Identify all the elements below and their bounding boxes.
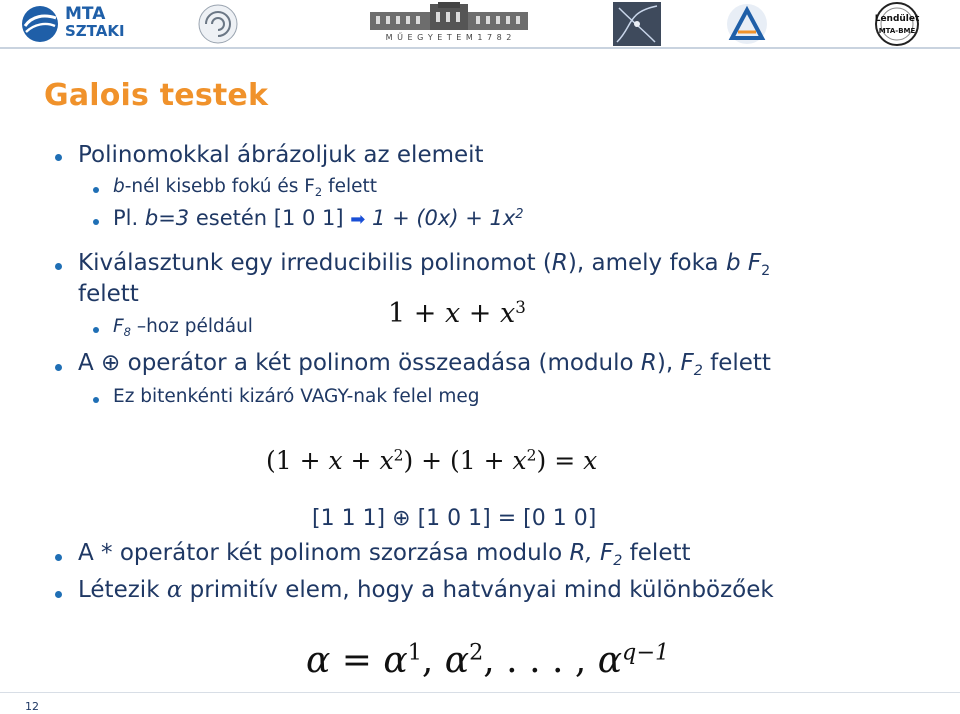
var-b: b [113, 176, 125, 197]
bullet-4 [78, 540, 691, 569]
slide-title: Galois testek [44, 78, 269, 113]
var-R: R [551, 250, 568, 276]
f3-s3: q−1 [622, 639, 670, 666]
university-logo [368, 2, 530, 46]
sub-bullet-dot [93, 187, 99, 193]
footer-divider [0, 692, 960, 693]
f1-part-a: 1 + [388, 298, 445, 329]
f3-a3: α [597, 640, 623, 681]
var-R: R, [569, 540, 593, 566]
bullet-2-mid: ), amely foka [567, 250, 726, 276]
f3-comma: , [421, 640, 445, 681]
f2-x2: x [379, 446, 394, 475]
bullet-4-text: A * operátor két polinom szorzása modulo [78, 540, 570, 566]
eseten-text: esetén [1 0 1] [189, 206, 351, 230]
sub-2: 2 [761, 262, 771, 279]
bullet-1-1 [113, 176, 377, 197]
network-diagram-logo [613, 2, 661, 46]
f2-sup2: 2 [526, 446, 537, 465]
swirl-icon [195, 2, 241, 46]
lendulet-logo [868, 2, 926, 46]
bullet-2-1 [113, 316, 253, 337]
var-F: F [740, 250, 762, 276]
var-b: b [725, 250, 741, 276]
bullet-2-line2: felett [78, 281, 139, 307]
pl-prefix: Pl. [113, 206, 145, 230]
f2-x1: x [328, 446, 343, 475]
f2-x4: x [583, 446, 598, 475]
f1-sup: 3 [515, 296, 526, 317]
f2-part-b: + [342, 446, 380, 475]
network-icon [613, 2, 661, 46]
bullet-5 [78, 577, 774, 603]
f1-part-b: + [460, 298, 500, 329]
bullet-dot [55, 554, 62, 561]
bullet-5-pre: Létezik [78, 577, 167, 603]
bullet-1-2 [113, 206, 524, 230]
f1-x2: x [500, 298, 516, 329]
var-R: R [640, 350, 657, 376]
bullet-dot [55, 154, 62, 161]
arrow-icon: ➡ [350, 209, 366, 230]
bullet-2-1-text: –hoz például [130, 316, 253, 337]
f2-sup1: 2 [393, 446, 404, 465]
polynomial-example: 1 + (0x) + 1x [372, 206, 516, 230]
formula-addition-example [266, 446, 597, 475]
bullet-2 [78, 250, 771, 279]
formula-primitive-powers [306, 640, 669, 681]
sub-2: 2 [613, 552, 623, 569]
f1-x: x [444, 298, 461, 329]
triangle-icon [724, 2, 770, 46]
f2-x3: x [512, 446, 527, 475]
header-divider [0, 47, 960, 49]
var-F: F [592, 540, 614, 566]
lendulet-icon [868, 2, 926, 46]
bullet-1-1-tail: felett [322, 176, 378, 197]
bullet-dot [55, 591, 62, 598]
sup-2: 2 [515, 206, 524, 222]
bullet-2-text: Kiválasztunk egy irreducibilis polinomot ( [78, 250, 552, 276]
mta-sztaki-logo [20, 2, 130, 46]
b-equals: b=3 [144, 206, 190, 230]
building-icon [368, 2, 530, 32]
f3-alpha: α [306, 640, 331, 681]
oplus-symbol: ⊕ [101, 350, 121, 376]
swirl-logo [195, 2, 241, 46]
vector-xor-example: [1 1 1] ⊕ [1 0 1] = [0 1 0] [312, 506, 597, 531]
f3-a2: α [444, 640, 470, 681]
page-number: 12 [25, 700, 39, 713]
university-caption: M Ű E G Y E T E M 1 7 8 2 [385, 33, 513, 42]
bullet-3-mid: ), [656, 350, 681, 376]
sub-bullet-dot [93, 219, 99, 225]
f3-dots: , . . . , [483, 640, 598, 681]
lendulet-text-2: MTA-BME [878, 27, 916, 35]
bullet-3-tail: felett [702, 350, 771, 376]
f3-s1: 1 [407, 639, 422, 666]
mta-logo-text-2: SZTAKI [65, 22, 125, 40]
sub-8: 8 [123, 325, 131, 339]
f3-eq: = [330, 640, 384, 681]
bullet-dot [55, 263, 62, 270]
f3-a1: α [383, 640, 408, 681]
bullet-dot [55, 364, 62, 371]
slide-header [0, 0, 960, 48]
sub-2: 2 [314, 185, 323, 199]
mta-logo-text-1: MTA [65, 4, 106, 24]
f3-s2: 2 [469, 639, 484, 666]
triangle-logo [724, 2, 770, 46]
bullet-3-text: operátor a két polinom összeadása (modulo [120, 350, 641, 376]
f2-part-c: ) + (1 + [403, 446, 513, 475]
f2-part-a: (1 + [266, 446, 329, 475]
sub-2: 2 [693, 362, 703, 379]
sub-bullet-dot [93, 397, 99, 403]
bullet-4-tail: felett [622, 540, 691, 566]
bullet-1-1-text: -nél kisebb fokú és F [124, 176, 315, 197]
f2-part-d: ) = [536, 446, 584, 475]
sub-bullet-dot [93, 327, 99, 333]
alpha-symbol: α [166, 577, 183, 603]
mta-globe-icon [20, 4, 60, 44]
bullet-1: Polinomokkal ábrázoljuk az elemeit [78, 142, 484, 168]
bullet-3-1: Ez bitenkénti kizáró VAGY-nak felel meg [113, 386, 480, 407]
bullet-3-pre: A [78, 350, 102, 376]
var-F: F [680, 350, 694, 376]
bullet-3 [78, 350, 771, 379]
formula-irreducible-poly [388, 298, 526, 329]
lendulet-text-1: Lendület [874, 14, 920, 24]
var-F: F [113, 316, 124, 337]
bullet-5-text: primitív elem, hogy a hatványai mind különbözőek [182, 577, 774, 603]
